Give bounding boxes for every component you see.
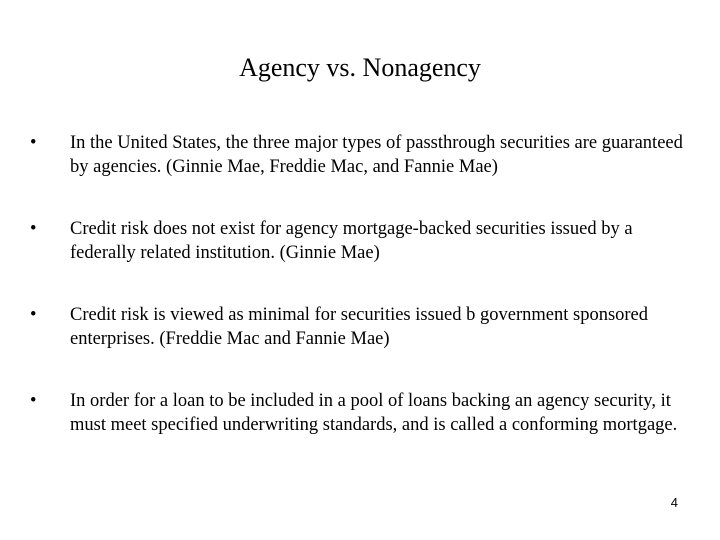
bullet-marker: • [30,133,37,153]
bullet-text: Credit risk does not exist for agency mortgage-backed securities issued by a federally related institution. (Ginnie Mae) [70,219,633,263]
bullet-marker: • [30,391,37,411]
bullet-item [30,389,690,437]
bullet-item [30,217,690,265]
bullet-text: In order for a loan to be included in a pool of loans backing an agency security, it must meet specified underwriting standards, and is called a conforming mortgage. [70,391,678,435]
bullet-text: In the United States, the three major types of passthrough securities are guaranteed by agencies. (Ginnie Mae, Freddie Mac, and Fannie Mae) [70,133,683,177]
bullet-item [30,303,690,351]
bullet-marker: • [30,305,37,325]
bullet-marker: • [30,219,37,239]
slide-title: Agency vs. Nonagency [239,53,481,82]
page-number: 4 [670,495,678,510]
bullet-text: Credit risk is viewed as minimal for securities issued b government sponsored enterprises. (Freddie Mac and Fannie Mae) [70,305,649,349]
bullet-list [30,131,690,475]
bullet-item [30,131,690,179]
